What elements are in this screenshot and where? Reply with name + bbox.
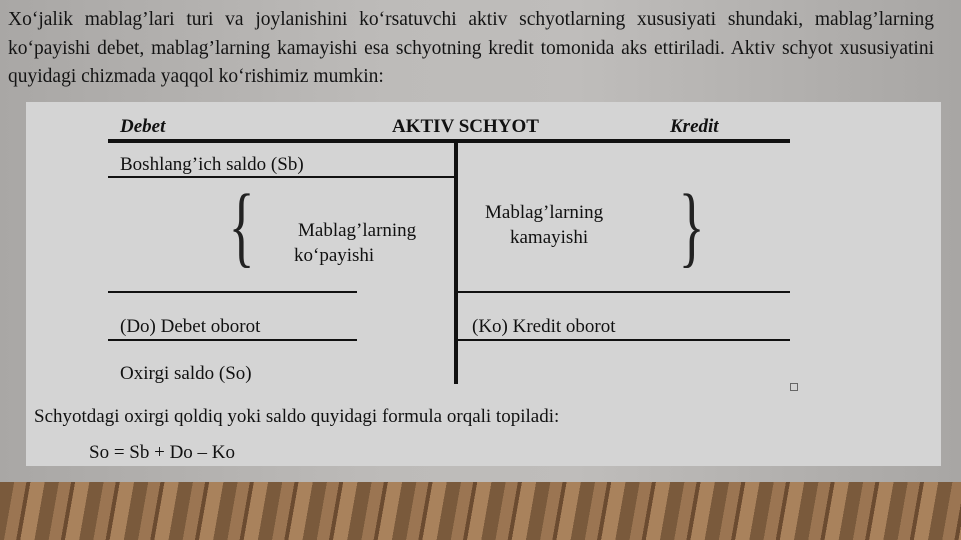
diagram-panel: [26, 102, 941, 466]
divider: [108, 291, 357, 293]
kredit-label: Kredit: [670, 116, 719, 137]
decrease-text-1: Mablag’larning: [485, 202, 604, 223]
divider: [108, 339, 357, 341]
wooden-floor-background: [0, 482, 961, 540]
debet-label: Debet: [120, 116, 166, 137]
small-square-icon: [790, 383, 798, 391]
credit-turnover: (Ko) Kredit oborot: [472, 316, 616, 337]
divider: [456, 339, 790, 341]
t-account-top-line: [108, 139, 790, 143]
left-brace-icon: {: [228, 177, 255, 276]
account-title: AKTIV SCHYOT: [392, 116, 539, 137]
decrease-text-2: kamayishi: [510, 227, 589, 248]
formula-intro: Schyotdagi oxirgi qoldiq yoki saldo quyidagi formula orqali topiladi:: [34, 406, 560, 427]
debit-turnover: (Do) Debet oborot: [120, 316, 261, 337]
increase-text-2: ko‘payishi: [294, 245, 375, 266]
divider: [108, 176, 456, 178]
formula: So = Sb + Do – Ko: [89, 442, 236, 463]
increase-text-1: Mablag’larning: [298, 220, 417, 241]
intro-paragraph: Xo‘jalik mablag’lari turi va joylanishini ko‘rsatuvchi aktiv schyotlarning xususiyati shundaki, mablag’larning ko‘payishi debet, mablag’larning kamayishi esa schyotning kredit tomonida aks ettiriladi. Aktiv schyot xususiyatini quyidagi chizmada yaqqol ko‘rishimiz mumkin:: [8, 9, 934, 87]
closing-balance: Oxirgi saldo (So): [120, 363, 252, 384]
divider: [456, 291, 790, 293]
opening-balance: Boshlang’ich saldo (Sb): [120, 154, 304, 175]
right-brace-icon: }: [678, 177, 705, 276]
